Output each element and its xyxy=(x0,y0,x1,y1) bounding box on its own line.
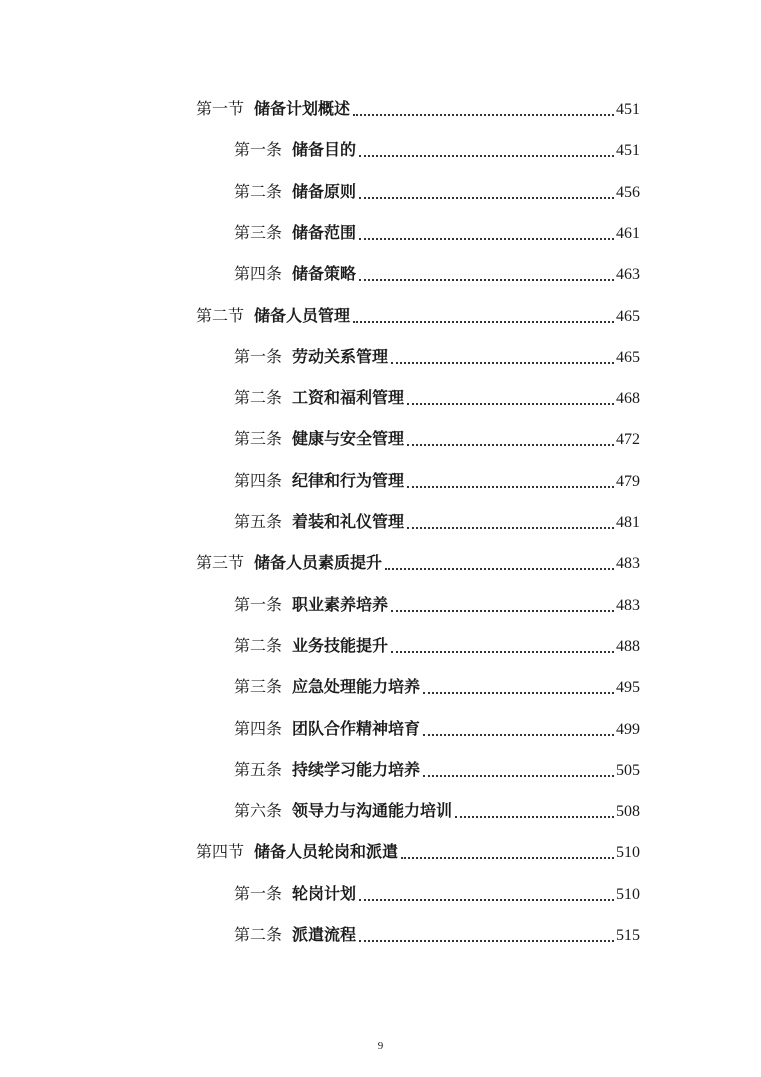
toc-entry-title: 业务技能提升 xyxy=(292,635,389,655)
toc-section-entry xyxy=(196,99,640,120)
dot-leader xyxy=(359,279,614,281)
dot-leader xyxy=(407,403,614,405)
toc-entry-number: 第四条 xyxy=(234,264,283,284)
toc-entry-title: 持续学习能力培养 xyxy=(292,759,421,779)
toc-entry-page: 510 xyxy=(616,844,640,862)
toc-entry-page: 456 xyxy=(616,183,640,201)
dot-leader xyxy=(385,568,614,570)
dot-leader xyxy=(359,197,614,199)
toc-entry-title: 储备人员轮岗和派遣 xyxy=(254,842,399,862)
dot-leader xyxy=(359,899,614,901)
toc-entry-title: 领导力与沟通能力培训 xyxy=(292,801,453,821)
toc-entry-number: 第一条 xyxy=(234,346,283,366)
toc-article-entry xyxy=(234,925,640,946)
toc-entry-title: 储备策略 xyxy=(292,264,357,284)
dot-leader xyxy=(423,692,614,694)
toc-entry-number: 第一条 xyxy=(234,140,283,160)
toc-entry-number: 第二条 xyxy=(234,635,283,655)
toc-entry-number: 第一条 xyxy=(234,883,283,903)
dot-leader xyxy=(407,527,614,529)
toc-entry-page: 499 xyxy=(616,720,640,738)
toc-entry-number: 第四节 xyxy=(196,842,245,862)
dot-leader xyxy=(407,486,614,488)
toc-entry-page: 505 xyxy=(616,761,640,779)
toc-entry-title: 轮岗计划 xyxy=(292,883,357,903)
dot-leader xyxy=(423,775,614,777)
toc-entry-title: 职业素养培养 xyxy=(292,594,389,614)
toc-entry-number: 第一条 xyxy=(234,594,283,614)
toc-entry-title: 储备人员管理 xyxy=(254,305,351,325)
toc-entry-title: 纪律和行为管理 xyxy=(292,470,405,490)
toc-article-entry xyxy=(234,388,640,409)
dot-leader xyxy=(401,857,614,859)
toc-entry-title: 应急处理能力培养 xyxy=(292,677,421,697)
dot-leader xyxy=(455,816,614,818)
toc-article-entry xyxy=(234,429,640,450)
toc-entry-page: 472 xyxy=(616,431,640,449)
toc-entry-title: 储备范围 xyxy=(292,222,357,242)
toc-entry-page: 515 xyxy=(616,927,640,944)
dot-leader xyxy=(359,155,614,157)
toc-entry-number: 第二条 xyxy=(234,925,283,944)
toc-entry-title: 储备计划概述 xyxy=(254,99,351,118)
page-number: 9 xyxy=(377,1040,384,1052)
toc-entry-number: 第三条 xyxy=(234,429,283,449)
toc-entry-number: 第四条 xyxy=(234,718,283,738)
toc-entry-page: 465 xyxy=(616,348,640,366)
dot-leader xyxy=(391,651,614,653)
toc-entry-page: 461 xyxy=(616,224,640,242)
dot-leader xyxy=(423,734,614,736)
toc-article-entry xyxy=(234,264,640,285)
toc-entry-number: 第二条 xyxy=(234,388,283,408)
toc-entry-number: 第三节 xyxy=(196,553,245,573)
dot-leader xyxy=(359,238,614,240)
toc-article-entry xyxy=(234,471,640,492)
toc-entry-page: 510 xyxy=(616,885,640,903)
toc-article-entry xyxy=(234,677,640,698)
toc-entry-title: 派遣流程 xyxy=(292,925,357,944)
toc-article-entry xyxy=(234,760,640,781)
toc-entry-number: 第五条 xyxy=(234,759,283,779)
toc-entry-number: 第六条 xyxy=(234,801,283,821)
toc-entry-title: 工资和福利管理 xyxy=(292,388,405,408)
toc-entry-title: 着装和礼仪管理 xyxy=(292,512,405,531)
toc-entry-page: 451 xyxy=(616,142,640,160)
toc-article-entry xyxy=(234,512,640,533)
toc-entry-page: 483 xyxy=(616,596,640,614)
toc-entry-page: 483 xyxy=(616,555,640,573)
dot-leader xyxy=(391,610,614,612)
toc-section-entry xyxy=(196,553,640,574)
toc-article-entry xyxy=(234,636,640,657)
toc-entry-title: 健康与安全管理 xyxy=(292,429,405,449)
toc-article-entry xyxy=(234,182,640,203)
toc-article-entry xyxy=(234,347,640,368)
dot-leader xyxy=(353,321,614,323)
toc-entry-title: 团队合作精神培育 xyxy=(292,718,421,738)
toc-entry-title: 储备人员素质提升 xyxy=(254,553,383,573)
toc-entry-page: 451 xyxy=(616,101,640,118)
toc-article-entry xyxy=(234,595,640,616)
dot-leader xyxy=(353,114,614,116)
toc-entry-number: 第四条 xyxy=(234,470,283,490)
toc-article-entry xyxy=(234,140,640,161)
toc-entry-number: 第三条 xyxy=(234,222,283,242)
toc-entry-page: 468 xyxy=(616,390,640,408)
toc-entry-page: 488 xyxy=(616,637,640,655)
toc-entry-page: 463 xyxy=(616,266,640,284)
toc-article-entry xyxy=(234,801,640,822)
toc-entry-number: 第二节 xyxy=(196,305,245,325)
toc-article-entry xyxy=(234,223,640,244)
toc-article-entry xyxy=(234,719,640,740)
dot-leader xyxy=(407,444,614,446)
toc-entry-page: 481 xyxy=(616,514,640,531)
toc-section-entry xyxy=(196,842,640,863)
dot-leader xyxy=(359,940,614,942)
toc-entry-number: 第一节 xyxy=(196,99,245,118)
toc-entry-page: 479 xyxy=(616,472,640,490)
toc-section-entry xyxy=(196,306,640,327)
toc-entry-number: 第五条 xyxy=(234,512,283,531)
toc-entry-title: 储备原则 xyxy=(292,181,357,201)
dot-leader xyxy=(391,362,614,364)
toc-entry-title: 储备目的 xyxy=(292,140,357,160)
toc-entry-page: 465 xyxy=(616,307,640,325)
toc-entry-number: 第二条 xyxy=(234,181,283,201)
toc-entry-title: 劳动关系管理 xyxy=(292,346,389,366)
toc-entry-page: 495 xyxy=(616,679,640,697)
toc-article-entry xyxy=(234,884,640,905)
toc-entry-number: 第三条 xyxy=(234,677,283,697)
toc-entry-page: 508 xyxy=(616,803,640,821)
